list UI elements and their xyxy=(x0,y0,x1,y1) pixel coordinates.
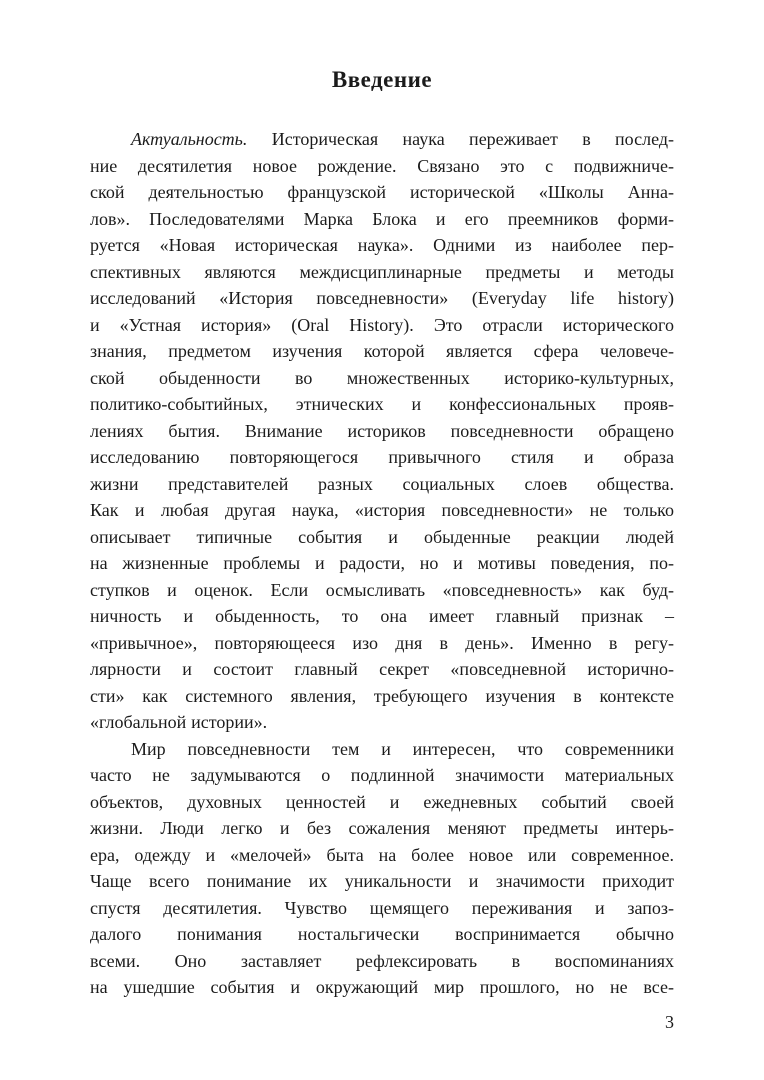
text-line: ской обыденности во множественных историко-культурных, xyxy=(90,367,674,388)
text-line: ской деятельностью французской исторической «Школы Анна- xyxy=(90,182,674,202)
text-line: знания, предметом изучения которой является сфера человече- xyxy=(90,341,674,361)
text-line: часто не задумываются о подлинной значимости материальных xyxy=(90,765,674,785)
text-line: Мир повседневности тем и интересен, что современники xyxy=(131,738,674,759)
text-line: ничность и обыденность, то она имеет главный признак – xyxy=(90,606,674,626)
text-line: спективных являются междисциплинарные предметы и методы xyxy=(90,261,674,282)
text-line: сти» как системного явления, требующего изучения в контексте xyxy=(90,685,674,706)
text-line: лениях бытия. Внимание историков повседневности обращено xyxy=(90,420,674,441)
text-line: жизни представителей разных социальных слоев общества. xyxy=(90,473,674,494)
text-line: Как и любая другая наука, «история повседневности» не только xyxy=(90,500,674,520)
text-line: лярности и состоит главный секрет «повседневной исторично- xyxy=(90,659,674,679)
text-line: всеми. Оно заставляет рефлексировать в воспоминаниях xyxy=(90,950,674,971)
page-number: 3 xyxy=(665,1012,674,1032)
lead-italic: Актуальность. xyxy=(131,129,248,149)
text-line: исследований «История повседневности» (Everyday life history) xyxy=(90,288,674,308)
text-line: Чаще всего понимание их уникальности и значимости приходит xyxy=(90,871,674,891)
text-line: далого понимания ностальгически воспринимается обычно xyxy=(90,924,674,944)
text-line: Актуальность. Историческая наука переживает в послед- xyxy=(131,129,674,149)
text-line: политико-событийных, этнических и конфессиональных прояв- xyxy=(90,394,674,414)
text-line: на жизненные проблемы и радости, но и мотивы поведения, по- xyxy=(90,553,674,573)
text-line: «глобальной истории». xyxy=(90,712,268,732)
text-line: описывает типичные события и обыденные реакции людей xyxy=(90,526,674,547)
body-text xyxy=(90,126,674,1001)
text-line: руется «Новая историческая наука». Одними из наиболее пер- xyxy=(90,235,674,255)
text-line: исследованию повторяющегося привычного стиля и образа xyxy=(90,447,674,467)
text-line: ера, одежду и «мелочей» быта на более новое или современное. xyxy=(90,844,674,865)
text-line: спустя десятилетия. Чувство щемящего переживания и запоз- xyxy=(90,897,674,918)
paragraph xyxy=(90,126,674,736)
text-line: «привычное», повторяющееся изо дня в день». Именно в регу- xyxy=(90,632,674,653)
text-line: ние десятилетия новое рождение. Связано это с подвижниче- xyxy=(90,155,674,176)
text-line: и «Устная история» (Oral History). Это отрасли исторического xyxy=(90,314,674,335)
text-line: ступков и оценок. Если осмысливать «повседневность» как буд- xyxy=(90,579,674,600)
text-line: на ушедшие события и окружающий мир прошлого, но не все- xyxy=(90,977,674,997)
text-line: объектов, духовных ценностей и ежедневных событий своей xyxy=(90,791,674,812)
page-title: Введение xyxy=(331,67,433,92)
text-line: жизни. Люди легко и без сожаления меняют предметы интерь- xyxy=(90,818,674,838)
text-line: лов». Последователями Марка Блока и его преемников форми- xyxy=(90,208,674,229)
paragraph xyxy=(90,736,674,1001)
